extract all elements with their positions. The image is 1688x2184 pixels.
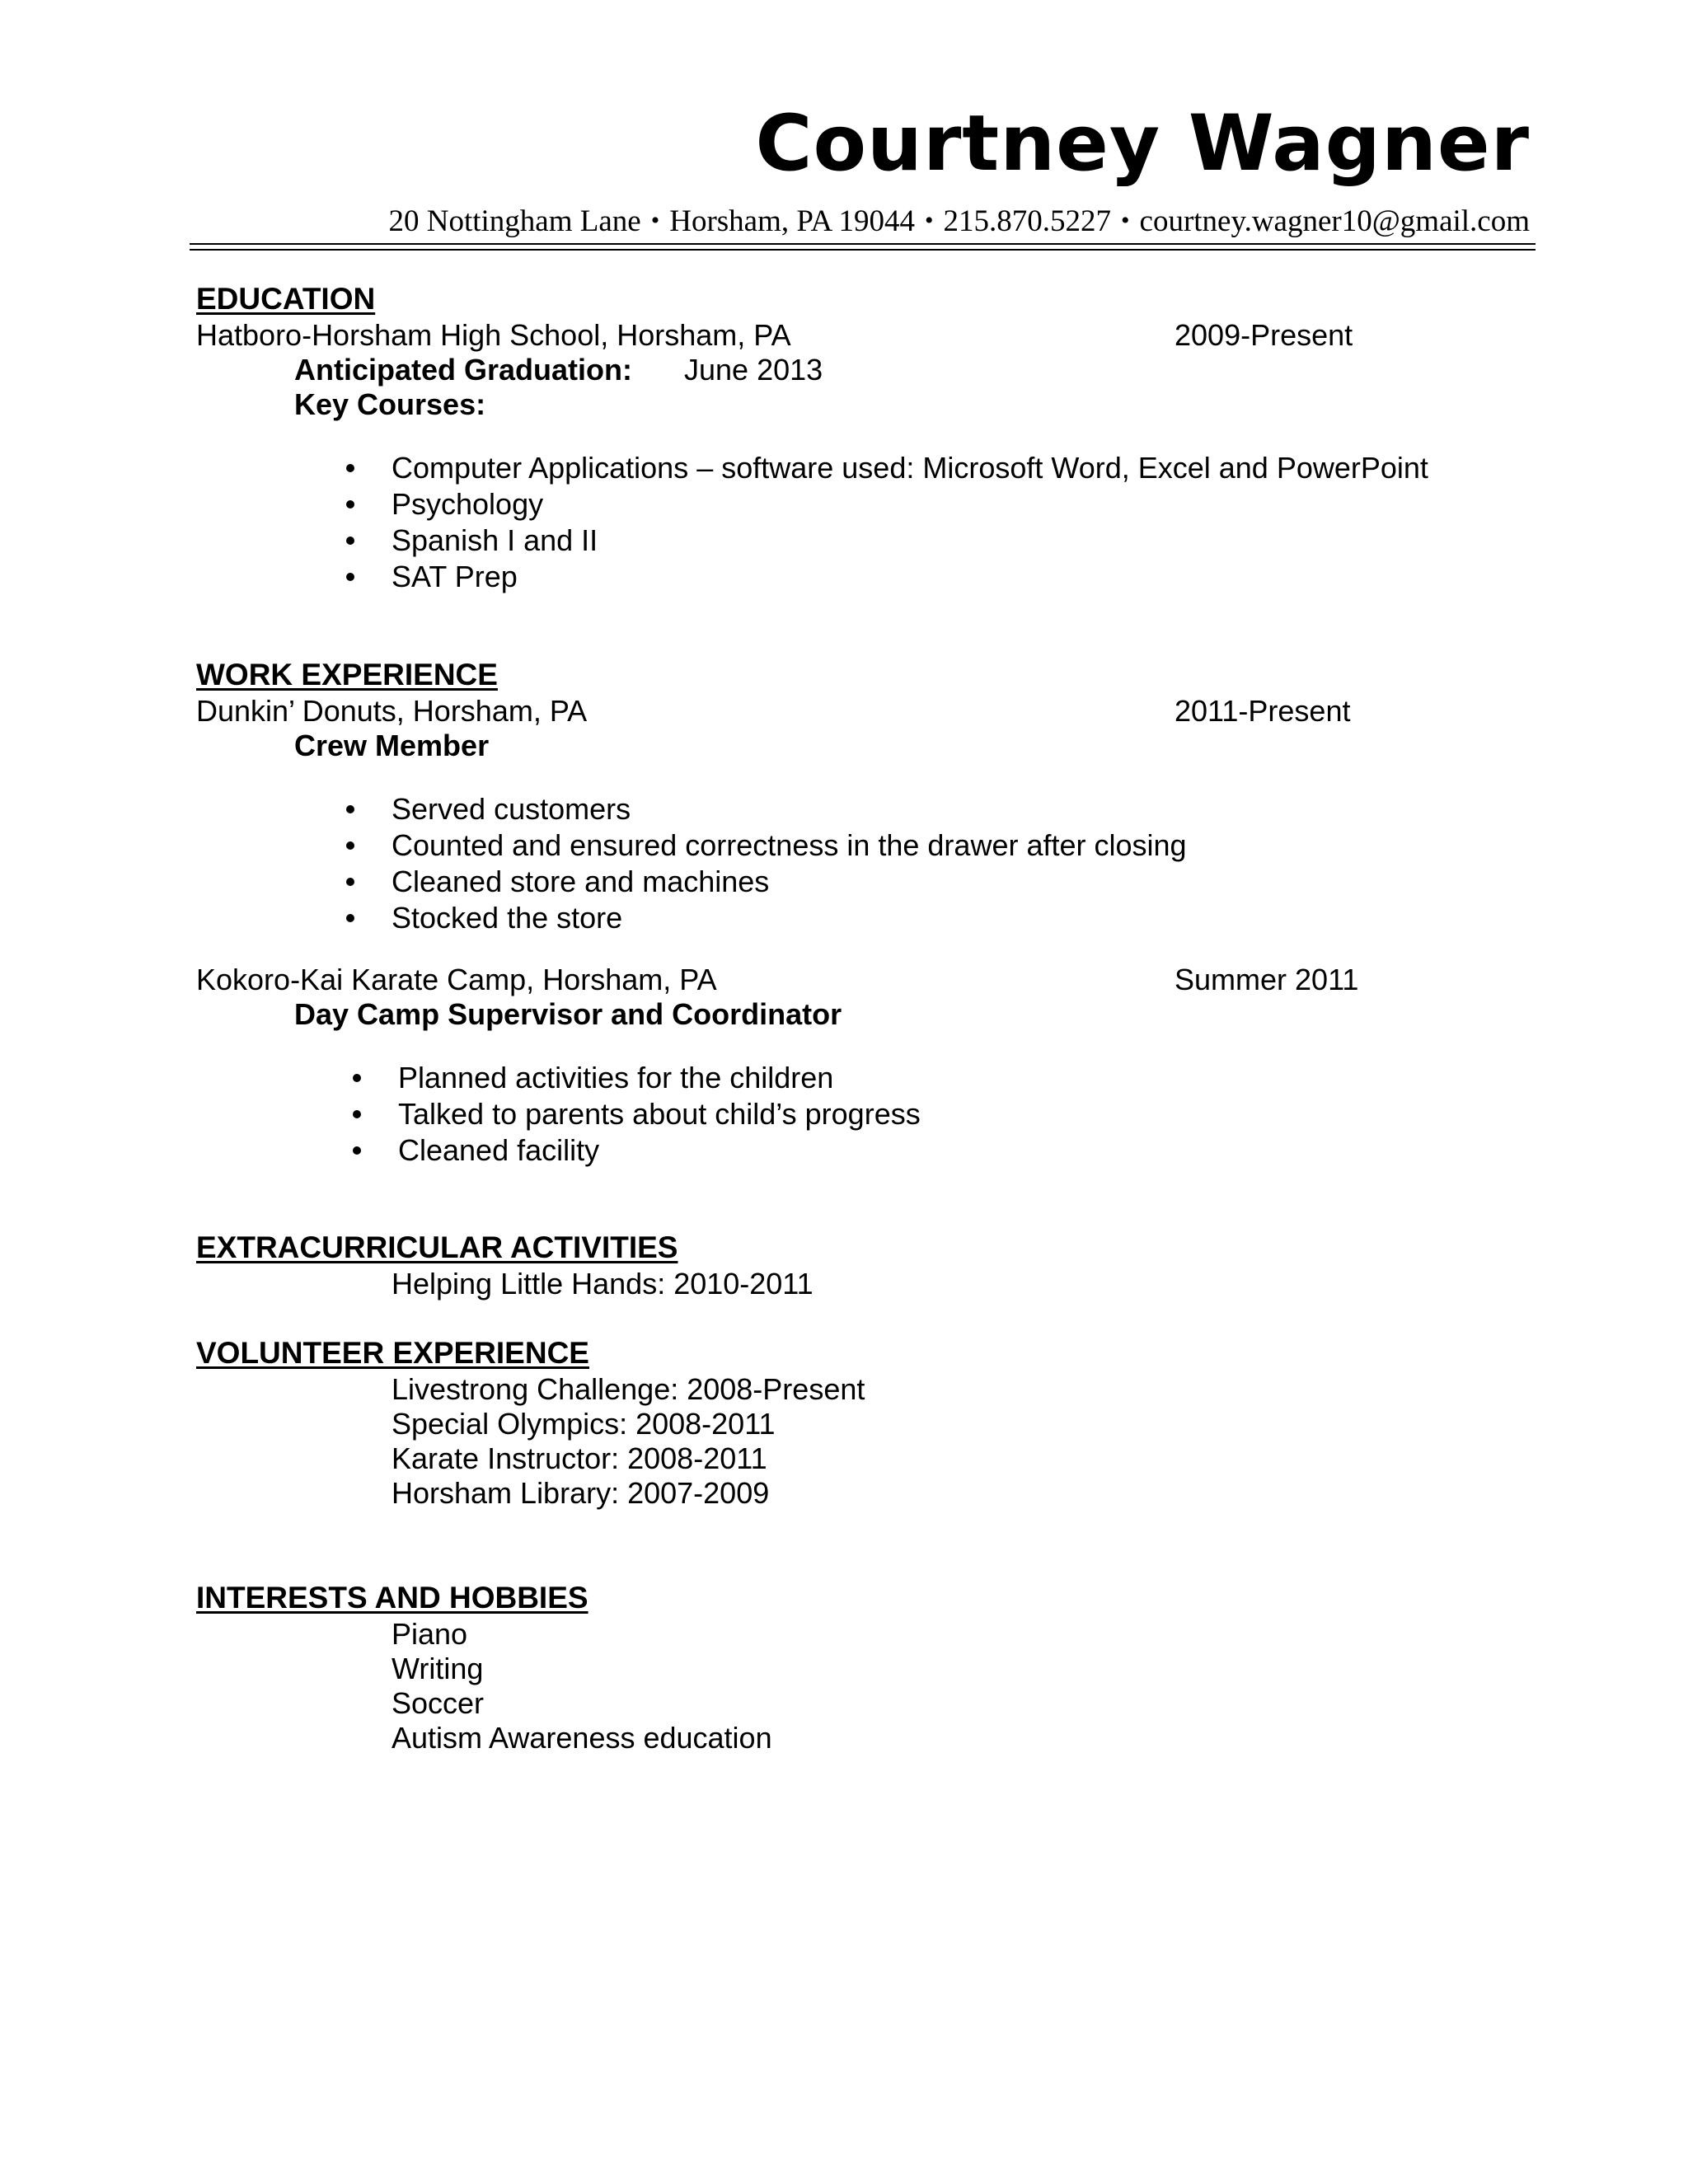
bullet-icon — [346, 464, 354, 472]
interest-item: Autism Awareness education — [392, 1721, 772, 1755]
job-employer: Kokoro-Kai Karate Camp, Horsham, PA — [196, 963, 717, 996]
course-item: Computer Applications – software used: Microsoft Word, Excel and PowerPoint — [392, 451, 1428, 485]
bullet-icon — [346, 573, 354, 581]
bullet-icon — [346, 841, 354, 850]
job-employer: Dunkin’ Donuts, Horsham, PA — [196, 694, 588, 728]
volunteer-item: Karate Instructor: 2008-2011 — [392, 1441, 767, 1475]
resume-name: Courtney Wagner — [755, 99, 1530, 189]
graduation-value: June 2013 — [684, 353, 823, 387]
contact-city: Horsham, PA 19044 — [669, 204, 915, 238]
contact-email: courtney.wagner10@gmail.com — [1139, 204, 1530, 238]
course-item: Spanish I and II — [392, 523, 598, 557]
job-duty: Counted and ensured correctness in the drawer after closing — [392, 828, 1187, 862]
interest-item: Soccer — [392, 1686, 485, 1720]
job-duty: Talked to parents about child’s progress — [398, 1097, 921, 1131]
contact-line — [389, 206, 1531, 237]
education-heading: EDUCATION — [196, 282, 376, 316]
interest-item: Writing — [392, 1652, 484, 1685]
volunteer-item: Livestrong Challenge: 2008-Present — [392, 1372, 865, 1406]
job-duty: Planned activities for the children — [398, 1061, 834, 1094]
course-item: Psychology — [392, 487, 544, 521]
job-title: Day Camp Supervisor and Coordinator — [294, 997, 842, 1031]
contact-separator: • — [925, 207, 934, 234]
job-dates: 2011-Present — [1175, 694, 1351, 728]
job-duty: Cleaned facility — [398, 1133, 600, 1167]
contact-separator: • — [1121, 207, 1130, 234]
job-title: Crew Member — [294, 729, 490, 762]
extracurricular-item: Helping Little Hands: 2010-2011 — [392, 1267, 814, 1301]
education-dates: 2009-Present — [1175, 318, 1353, 352]
job-duty: Served customers — [392, 792, 631, 826]
bullet-icon — [353, 1074, 361, 1082]
contact-separator: • — [650, 207, 660, 234]
work-heading: WORK EXPERIENCE — [196, 658, 498, 691]
bullet-icon — [346, 805, 354, 813]
volunteer-item: Special Olympics: 2008-2011 — [392, 1407, 776, 1441]
bullet-icon — [346, 914, 354, 922]
job-dates: Summer 2011 — [1175, 963, 1359, 996]
contact-phone: 215.870.5227 — [943, 204, 1112, 238]
header-rule-bottom — [190, 249, 1536, 251]
volunteer-heading: VOLUNTEER EXPERIENCE — [196, 1336, 589, 1370]
bullet-icon — [346, 537, 354, 545]
bullet-icon — [346, 500, 354, 509]
bullet-icon — [346, 878, 354, 886]
education-school: Hatboro-Horsham High School, Horsham, PA — [196, 318, 791, 352]
job-duty: Stocked the store — [392, 901, 623, 935]
header-rule-top — [190, 243, 1536, 245]
volunteer-item: Horsham Library: 2007-2009 — [392, 1476, 770, 1510]
contact-address: 20 Nottingham Lane — [388, 204, 641, 238]
course-item: SAT Prep — [392, 560, 518, 593]
interests-heading: INTERESTS AND HOBBIES — [196, 1581, 588, 1615]
extracurricular-heading: EXTRACURRICULAR ACTIVITIES — [196, 1230, 678, 1264]
bullet-icon — [353, 1110, 361, 1118]
interest-item: Piano — [392, 1617, 468, 1651]
courses-label: Key Courses: — [294, 387, 486, 421]
bullet-icon — [353, 1146, 361, 1155]
job-duty: Cleaned store and machines — [392, 865, 770, 898]
graduation-label: Anticipated Graduation: — [294, 353, 633, 387]
